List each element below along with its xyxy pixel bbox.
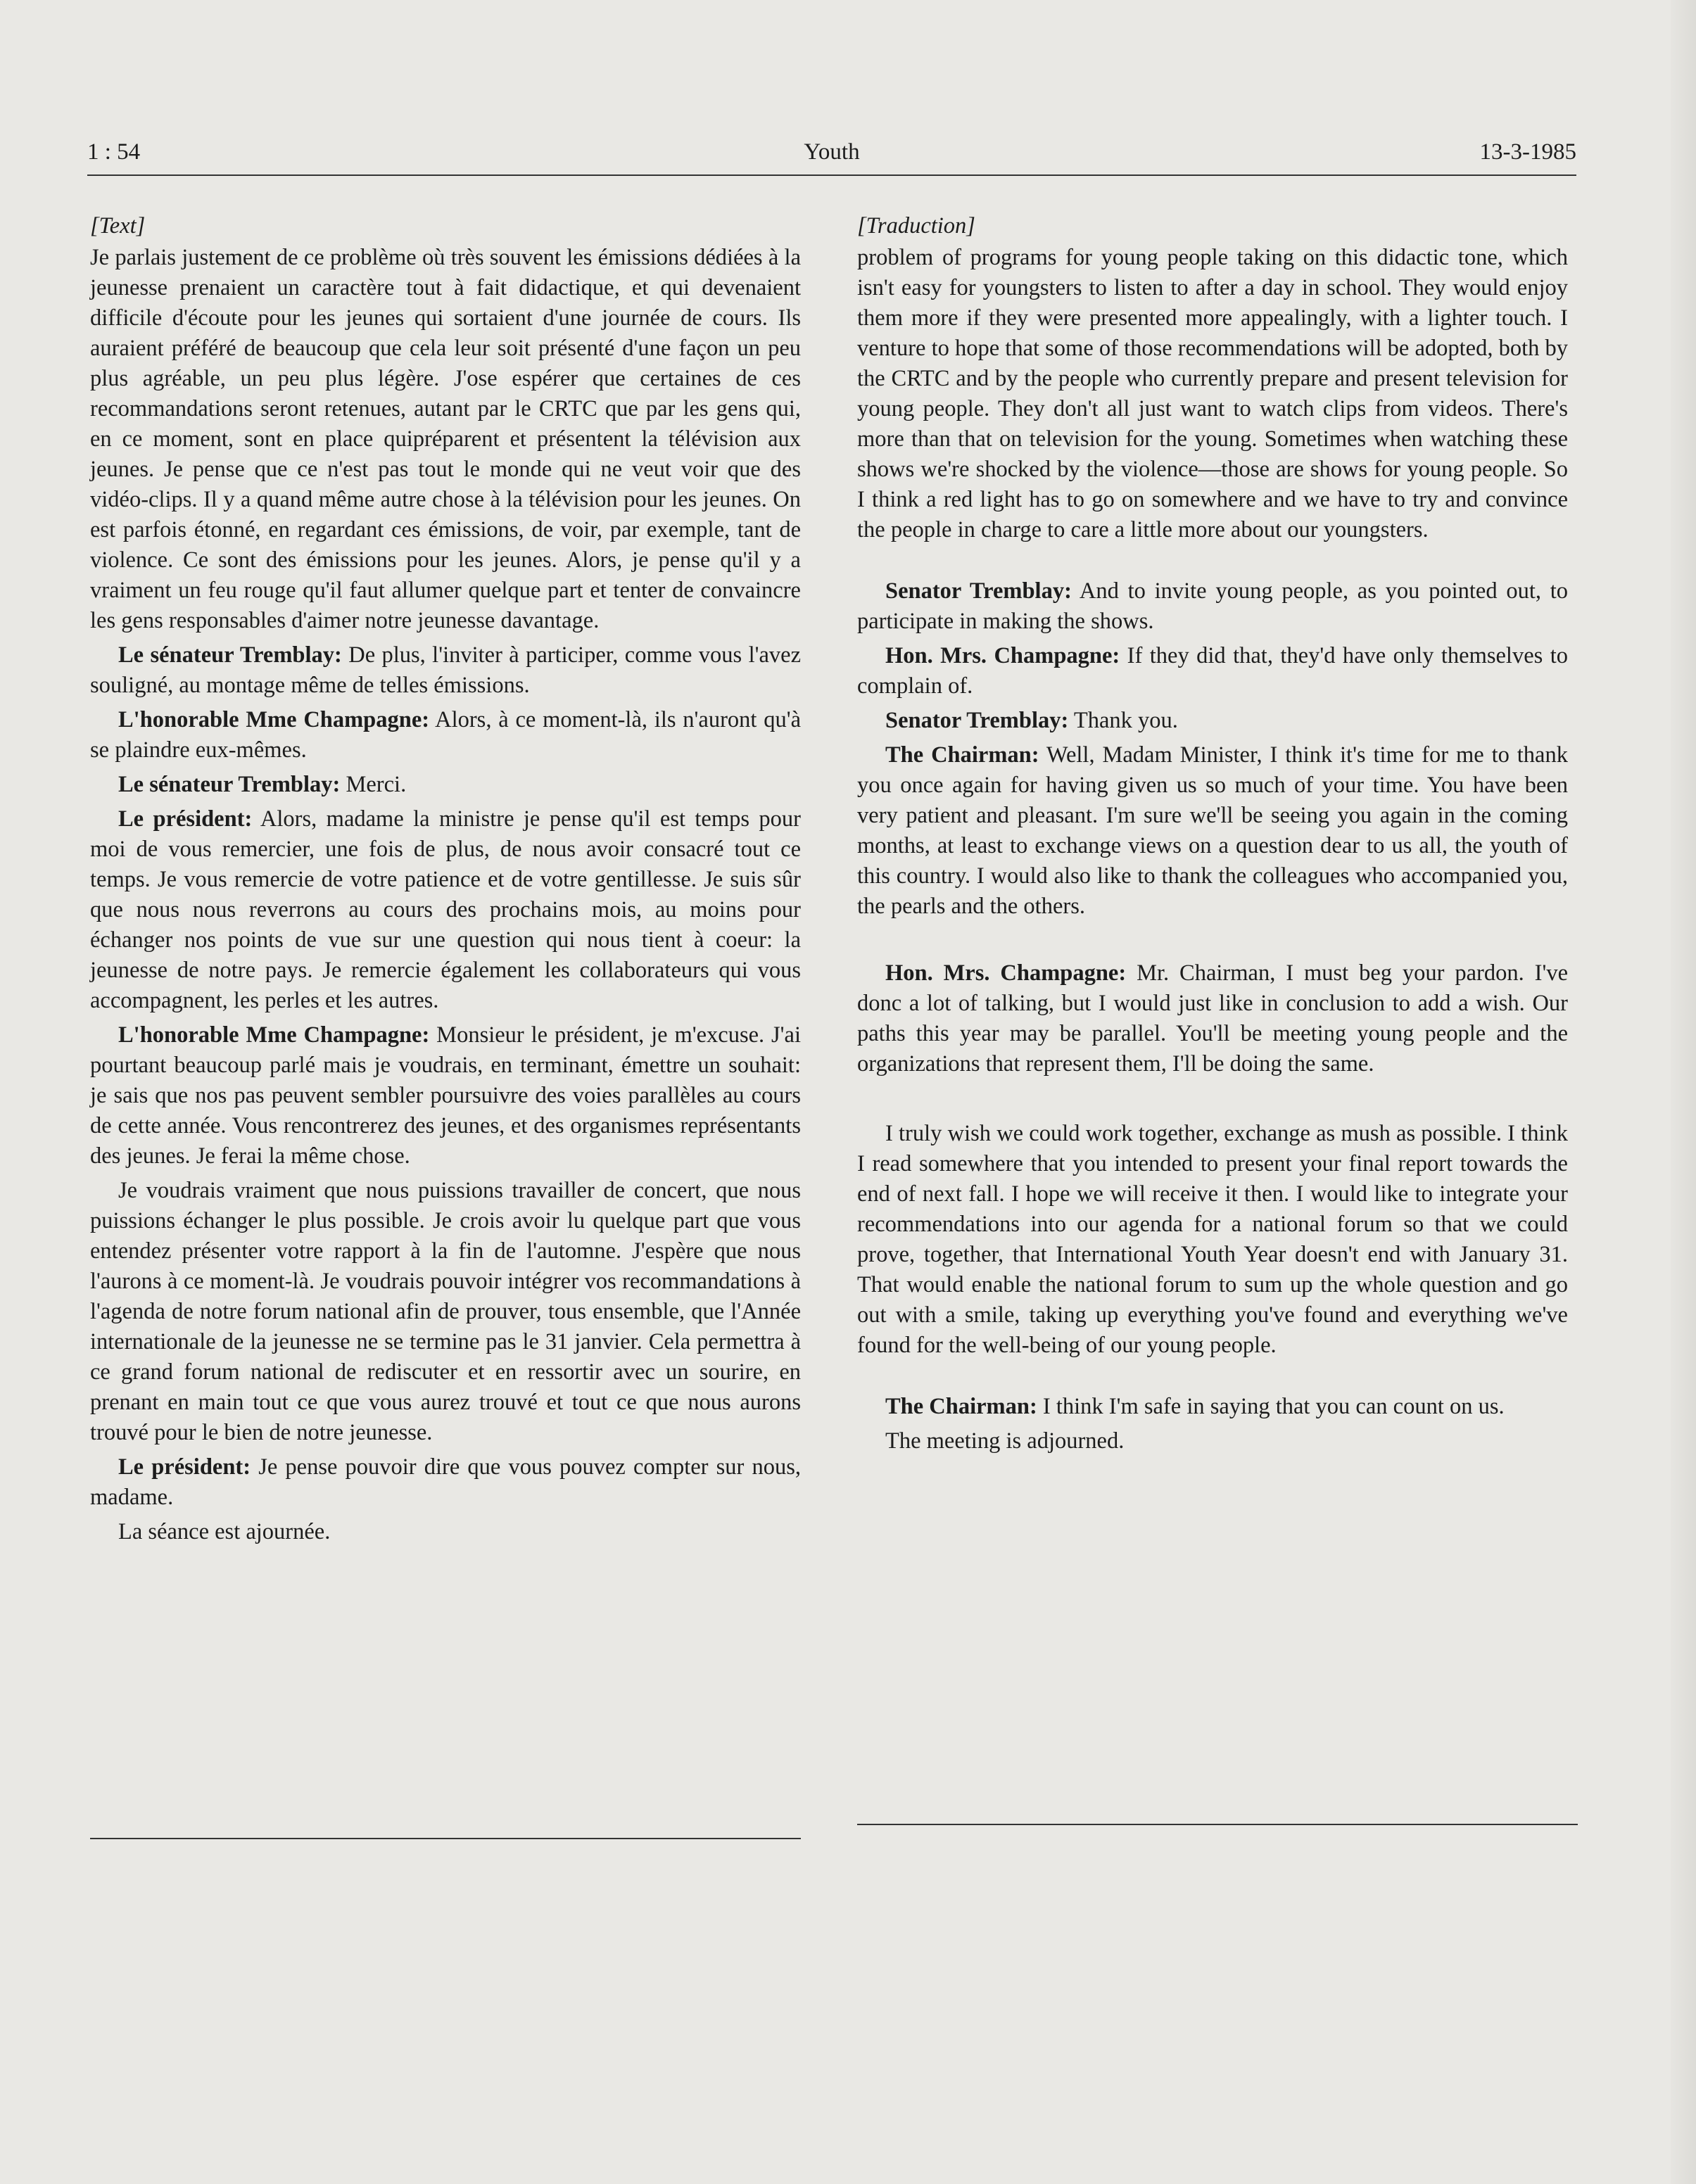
speech-text: If they did that, they'd have only themselves to complain of. bbox=[857, 643, 1568, 699]
speech-text: Je pense pouvoir dire que vous pouvez compter sur nous, madame. bbox=[90, 1454, 801, 1510]
speech-text: I think I'm safe in saying that you can count on us. bbox=[1037, 1394, 1505, 1419]
speech bbox=[90, 705, 801, 766]
text-tag: [Text] bbox=[90, 213, 146, 239]
speech-text: Well, Madam Minister, I think it's time for me to thank you once again for having given us so much of your time. You have been very patient and pleasant. I'm sure we'll be seeing you again in the coming months, at least to exchange views on a question dear to us all, the youth of this country. I would also like to thank the colleagues who accompanied you, the pearls and the others. bbox=[857, 742, 1568, 919]
page-title: Youth bbox=[804, 139, 860, 165]
speech bbox=[857, 576, 1568, 637]
speaker: The Chairman: bbox=[885, 742, 1039, 768]
speech bbox=[90, 1452, 801, 1513]
speech-text: And to invite young people, as you pointed out, to participate in making the shows. bbox=[857, 578, 1568, 634]
speech bbox=[90, 640, 801, 701]
speaker: Hon. Mrs. Champagne: bbox=[885, 643, 1120, 668]
speaker: Le président: bbox=[118, 806, 253, 832]
speech-text: Mr. Chairman, I must beg your pardon. I've donc a lot of talking, but I would just like in conclusion to add a wish. Our paths this year may be parallel. You'll be meeting young people and the organizations that represent them, I'll be doing the same. bbox=[857, 960, 1569, 1077]
speech bbox=[857, 1392, 1568, 1422]
english-column bbox=[857, 211, 1568, 1456]
speaker: Le président: bbox=[118, 1454, 251, 1480]
speech-text: Thank you. bbox=[1068, 708, 1178, 733]
divider bbox=[857, 1824, 1578, 1825]
speaker: L'honorable Mme Champagne: bbox=[118, 707, 430, 732]
speaker: Le sénateur Tremblay: bbox=[118, 772, 341, 797]
speech-text: Monsieur le président, je m'excuse. J'ai pourtant beaucoup parlé mais je voudrais, en terminant, émettre un souhait: je sais que nos pas peuvent sembler poursuivre des voies parallèles au cours de cette année. Vous rencontrerez des jeunes, et des organismes représentants des jeunes. Je ferai la même chose. bbox=[90, 1022, 801, 1169]
speech-text: Alors, à ce moment-là, ils n'auront qu'à se plaindre eux-mêmes. bbox=[90, 707, 801, 763]
page-header bbox=[87, 138, 1576, 176]
divider bbox=[90, 1838, 801, 1839]
french-column bbox=[90, 211, 801, 1547]
speech bbox=[90, 804, 801, 1016]
speech bbox=[857, 641, 1568, 701]
speaker: Le sénateur Tremblay: bbox=[118, 642, 342, 668]
speech-text: Alors, madame la ministre je pense qu'il est temps pour moi de vous remercier, une fois de plus, de nous avoir consacré tout ce temps. Je vous remercie de votre patience et de votre gentillesse. Je suis sûr que nous nous reverrons au cours des prochains mois, au moins pour échanger nos points de vue sur une question qui nous tient à coeur: la jeunesse de notre pays. Je remercie également les collaborateurs qui vous accompagnent, les perles et les autres. bbox=[90, 806, 801, 1013]
paragraph: The meeting is adjourned. bbox=[885, 1428, 1125, 1454]
translation-tag: [Traduction] bbox=[857, 213, 975, 239]
speech bbox=[90, 1020, 801, 1172]
page-date: 13-3-1985 bbox=[1479, 139, 1576, 165]
speaker: Senator Tremblay: bbox=[885, 578, 1072, 604]
speech-text: De plus, l'inviter à participer, comme vous l'avez souligné, au montage même de telles émissions. bbox=[90, 642, 801, 698]
speaker: The Chairman: bbox=[885, 1394, 1037, 1419]
paragraph: Je voudrais vraiment que nous puissions travailler de concert, que nous puissions échanger le plus possible. Je crois avoir lu quelque part que vous entendez présenter votre rapport à la fin de l'automne. J'espère que nous l'aurons à ce moment-là. Je voudrais pouvoir intégrer vos recommandations à l'agenda de notre forum national afin de prouver, tous ensemble, que l'Année internationale de la jeunesse ne se termine pas le 31 janvier. Cela permettra à ce grand forum national de rediscuter et en ressortir avec un sourire, en prenant en main tout ce que vous aurez trouvé et tout ce que nous aurons trouvé pour le bien de notre jeunesse. bbox=[90, 1178, 801, 1445]
paragraph: I truly wish we could work together, exchange as mush as possible. I think I read somewhere that you intended to present your final report towards the end of next fall. I hope we will receive it then. I would like to integrate your recommendations into our agenda for a national forum so that we could prove, together, that International Youth Year doesn't end with January 31. That would enable the national forum to sum up the whole question and go out with a smile, taking up everything you've found and everything we've found for the well-being of our young people. bbox=[857, 1121, 1568, 1358]
speech bbox=[857, 706, 1568, 736]
speech bbox=[857, 740, 1568, 922]
speaker: L'honorable Mme Champagne: bbox=[118, 1022, 430, 1048]
speaker: Senator Tremblay: bbox=[885, 708, 1069, 733]
speech-text: Merci. bbox=[340, 772, 407, 797]
speech bbox=[857, 958, 1568, 1079]
speaker: Hon. Mrs. Champagne: bbox=[885, 960, 1127, 986]
paragraph: La séance est ajournée. bbox=[118, 1519, 331, 1544]
page-number: 1 : 54 bbox=[87, 139, 141, 165]
paragraph: problem of programs for young people taking on this didactic tone, which isn't easy for youngsters to listen to after a day in school. They would enjoy them more if they were presented more appealingly, with a lighter touch. I venture to hope that some of those recommendations will be adopted, both by the CRTC and by the people who currently prepare and present television for young people. They don't all just want to watch clips from videos. There's more than that on television for the young. Sometimes when watching these shows we're shocked by the violence—those are shows for young people. So I think a red light has to go on somewhere and we have to try and convince the people in charge to care a little more about our youngsters. bbox=[857, 245, 1568, 542]
paragraph: Je parlais justement de ce problème où très souvent les émissions dédiées à la jeunesse prenaient un caractère tout à fait didactique, et qui devenaient difficile d'écoute pour les jeunes qui sortaient d'une journée de cours. Ils auraient préféré de beaucoup que cela leur soit présenté d'une façon un peu plus agréable, un peu plus légère. J'ose espérer que certaines de ces recommandations seront retenues, autant par le CRTC que par les gens qui, en ce moment, sont en place quipréparent et présentent la télévision aux jeunes. Je pense que ce n'est pas tout le monde qui ne veut voir que des vidéo-clips. Il y a quand même autre chose à la télévision pour les jeunes. On est parfois étonné, en regardant ces émissions, de voir, par exemple, tant de violence. Ce sont des émissions pour les jeunes. Alors, je pense qu'il y a vraiment un feu rouge qu'il faut allumer quelque part et tenter de convaincre les gens responsables d'aimer notre jeunesse davantage. bbox=[90, 245, 801, 633]
speech bbox=[90, 770, 801, 800]
